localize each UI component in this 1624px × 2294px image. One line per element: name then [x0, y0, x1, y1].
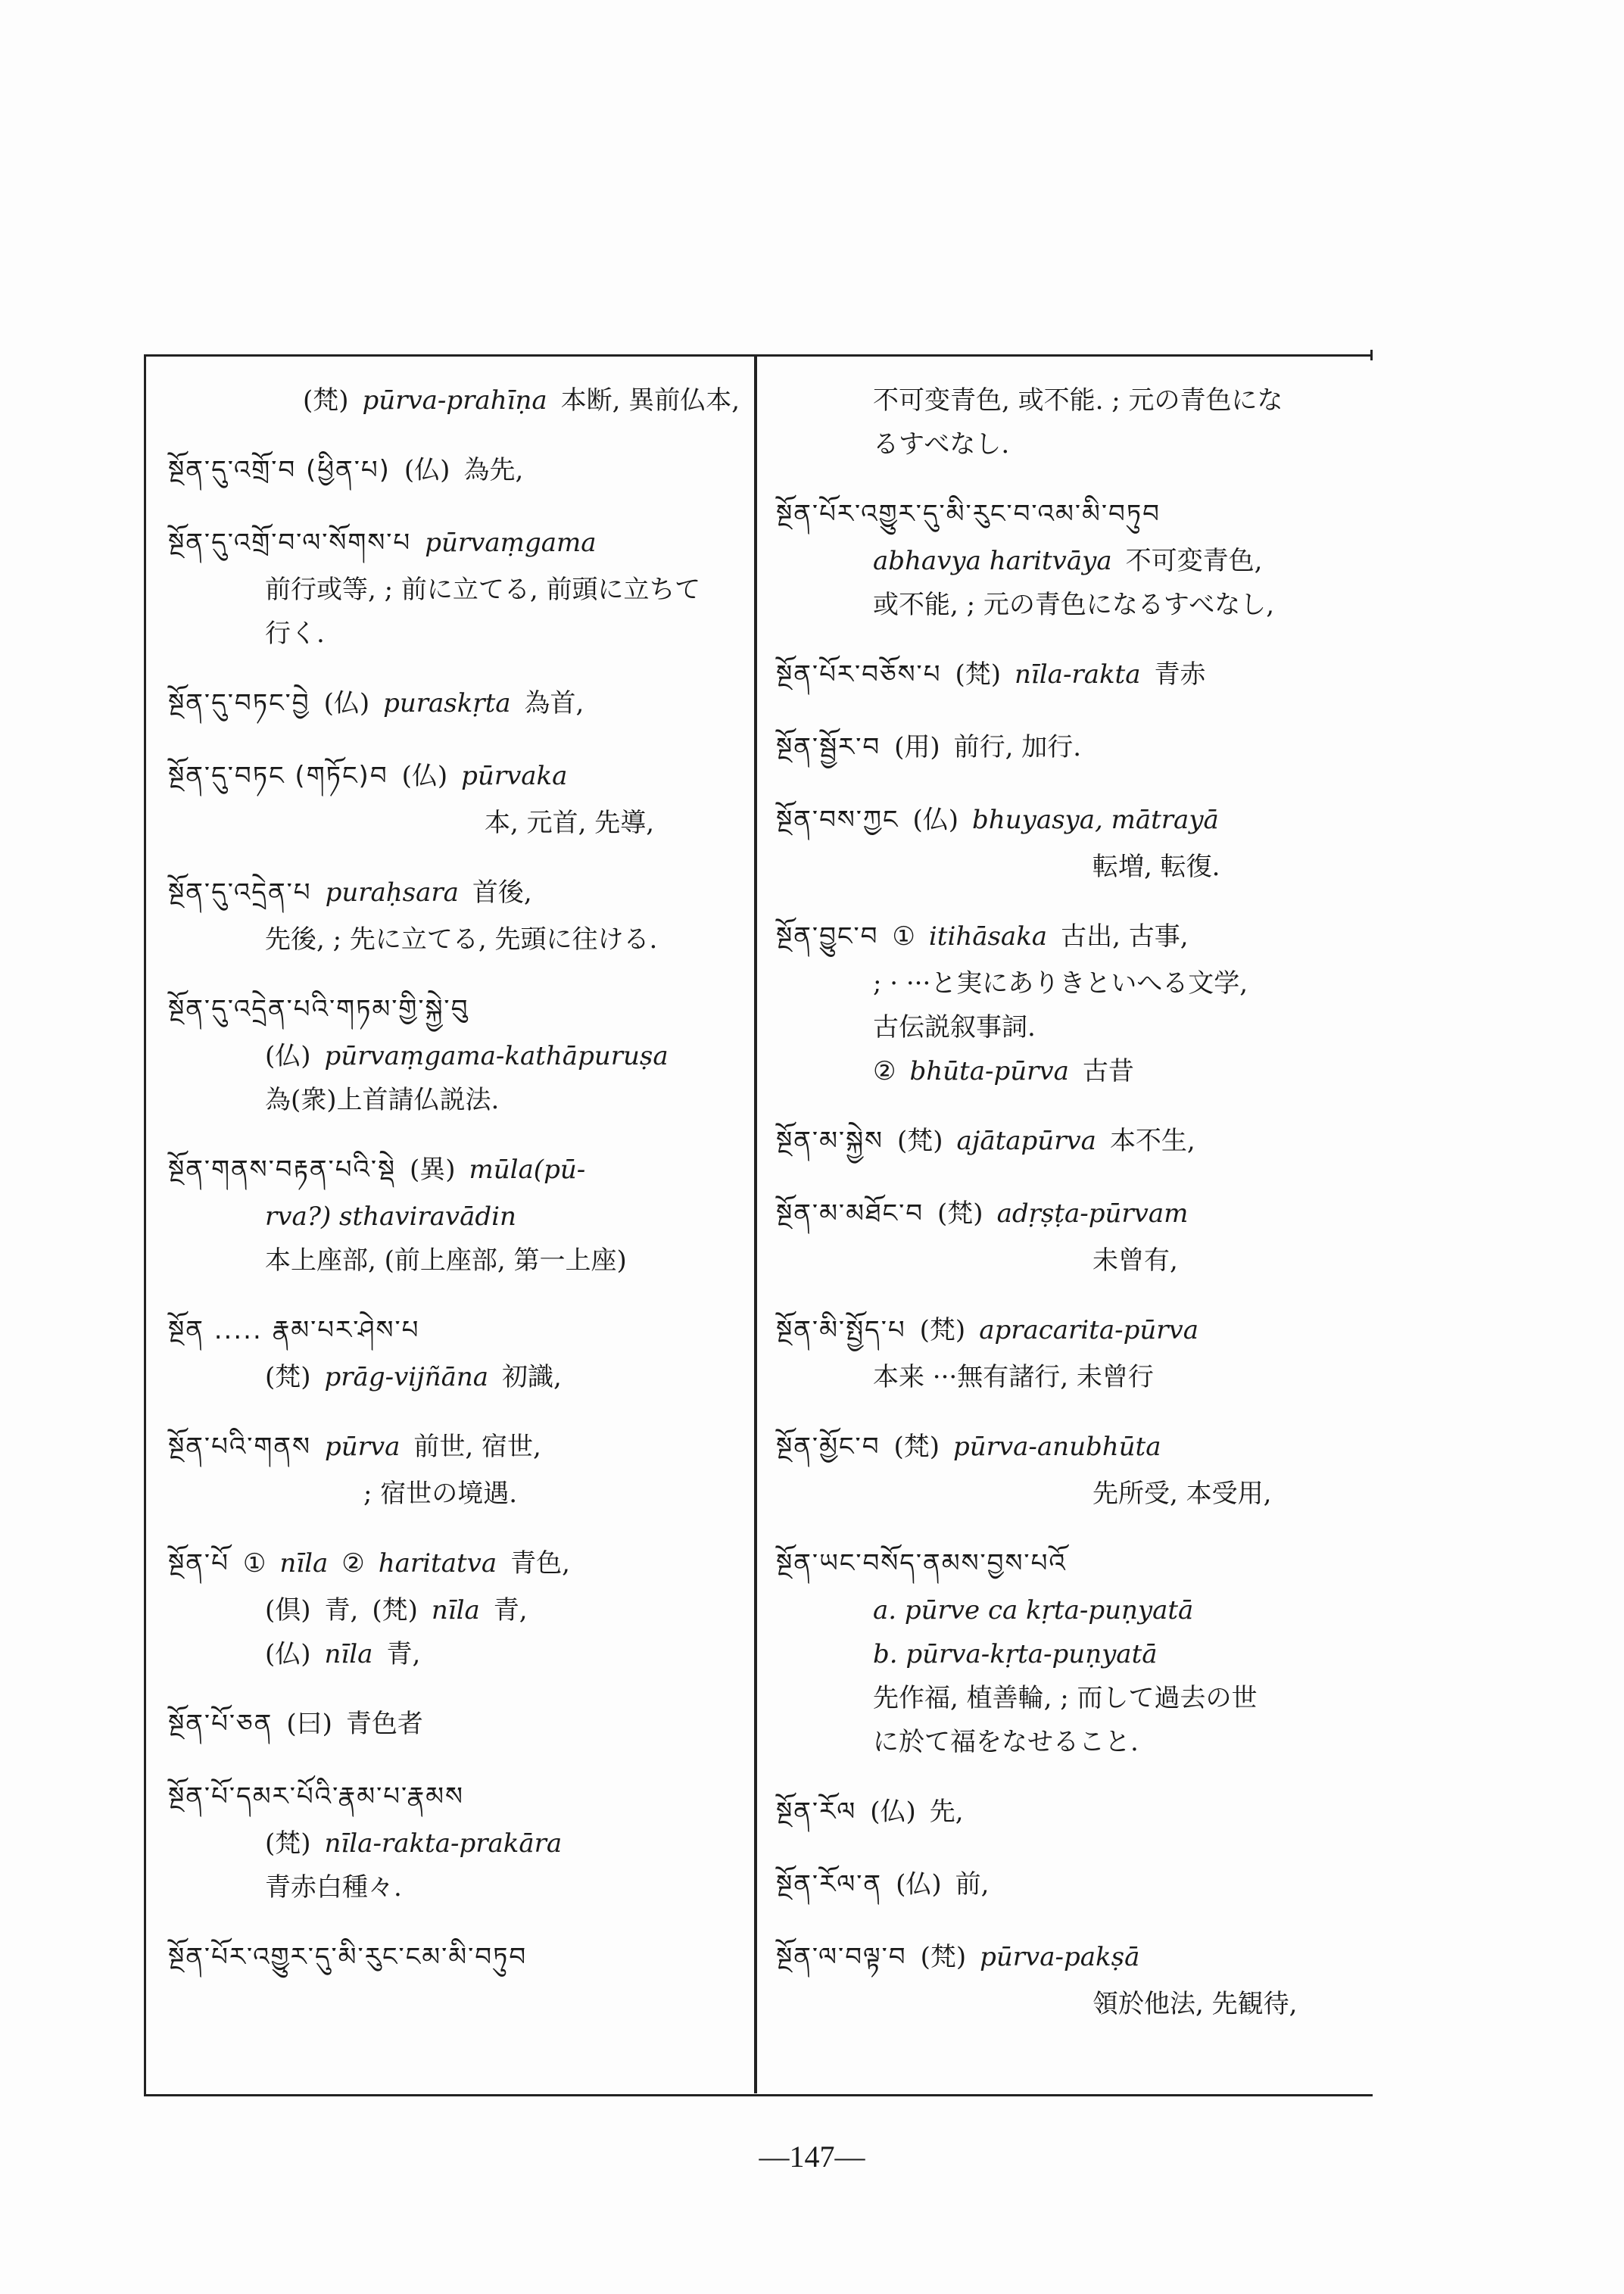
- entry-definition-line: [168, 1865, 743, 1909]
- column-divider: [754, 356, 757, 2093]
- tibetan-term: སྔོན་པོར་འགྱུར་དུ་མི་རུང་ངམ་མི་བཏུབ: [168, 1942, 528, 1972]
- entry-definition-line: [776, 1588, 1367, 1632]
- japanese-gloss: るすべなし.: [873, 429, 1010, 460]
- dictionary-entry: [776, 489, 1367, 627]
- source-tag: ②: [341, 1548, 365, 1579]
- japanese-gloss: 為(衆)上首請仏説法.: [265, 1085, 500, 1115]
- dictionary-entry: [776, 379, 1367, 466]
- sanskrit-term: pūrvaṃgama: [425, 528, 597, 558]
- tibetan-term: སྔོན་རོལ་ན: [776, 1869, 883, 1900]
- japanese-gloss: 行く.: [265, 619, 325, 649]
- source-tag: (梵): [919, 1315, 966, 1345]
- entry-headword-line: [776, 1422, 1367, 1472]
- japanese-gloss: 首後,: [472, 877, 532, 908]
- entry-definition-line: [168, 612, 743, 656]
- sanskrit-term: pūrva: [325, 1432, 401, 1462]
- source-tag: ①: [242, 1548, 267, 1579]
- source-tag: (仏): [896, 1869, 942, 1900]
- source-tag: (梵): [372, 1595, 418, 1625]
- sanskrit-term: nīla: [324, 1639, 373, 1669]
- dictionary-entry: [776, 1859, 1367, 1909]
- tibetan-term: སྔོན་མྱོང་བ: [776, 1432, 881, 1462]
- sanskrit-term: nīla-rakta: [1015, 659, 1141, 690]
- tibetan-term: སྔོན་པའི་གནས: [168, 1432, 311, 1462]
- dictionary-entry: [776, 795, 1367, 889]
- entry-definition-line: [776, 1049, 1367, 1093]
- sanskrit-term: pūrva-anubhūta: [953, 1432, 1161, 1462]
- japanese-gloss: 前世, 宿世,: [413, 1432, 541, 1462]
- entry-definition-line: [776, 845, 1367, 889]
- dictionary-entry: [168, 984, 743, 1122]
- entry-headword-line: [168, 1932, 743, 1982]
- entry-definition-line: [776, 1632, 1367, 1676]
- dictionary-entry: [776, 1116, 1367, 1166]
- entry-definition-line: [776, 962, 1367, 1005]
- entry-headword-line: [168, 984, 743, 1034]
- sanskrit-term: mūla(pū-: [469, 1155, 586, 1185]
- source-tag: ②: [873, 1056, 896, 1086]
- source-tag: (曰): [286, 1709, 332, 1739]
- source-tag: (梵): [937, 1198, 983, 1229]
- dictionary-entry: [776, 1787, 1367, 1837]
- source-tag: (梵): [955, 659, 1002, 690]
- sanskrit-term: pūrvaṃgama-kathāpuruṣa: [324, 1041, 669, 1071]
- entry-headword-line: [776, 795, 1367, 845]
- sanskrit-term: pūrva-pakṣā: [980, 1942, 1140, 1972]
- source-tag: (仏): [870, 1797, 916, 1827]
- entry-definition-line: [168, 1588, 743, 1632]
- japanese-gloss: 領於他法, 先観待,: [1093, 1989, 1298, 2019]
- entry-definition-line: [776, 1239, 1367, 1283]
- japanese-gloss: 未曾有,: [1093, 1245, 1178, 1276]
- source-tag: (梵): [265, 1362, 311, 1392]
- source-tag: (仏): [323, 688, 370, 718]
- tibetan-term: སྔོན་དུ་འགྲོ་བ་ལ་སོགས་པ: [168, 528, 412, 558]
- entry-headword-line: [776, 1305, 1367, 1355]
- entry-headword-line: [776, 1538, 1367, 1588]
- entry-definition-line: [168, 379, 743, 422]
- japanese-gloss: 青赤白種々.: [265, 1872, 402, 1903]
- tibetan-term: སྔོན་དུ་འགྲོ་བ (ཕྱིན་པ): [168, 455, 391, 485]
- tibetan-term: སྔོན་དུ་འདྲེན་པ: [168, 877, 312, 908]
- source-tag: (仏): [404, 455, 450, 485]
- source-tag: (仏): [265, 1041, 311, 1071]
- sanskrit-term: nīla: [279, 1548, 329, 1579]
- sanskrit-term: haritatva: [378, 1548, 497, 1579]
- dictionary-entry: [168, 868, 743, 962]
- entry-definition-line: [776, 539, 1367, 583]
- frame-corner-tick: [1370, 350, 1373, 360]
- entry-definition-line: [168, 1632, 743, 1676]
- entry-definition-line: [776, 379, 1367, 422]
- entry-headword-line: [168, 518, 743, 568]
- sanskrit-term: prāg-vijñāna: [324, 1362, 489, 1392]
- entry-definition-line: [776, 1676, 1367, 1720]
- source-tag: (梵): [896, 1126, 943, 1156]
- sanskrit-term: nīla: [431, 1595, 480, 1625]
- entry-definition-line: [776, 422, 1367, 466]
- source-tag: (梵): [303, 385, 349, 416]
- sanskrit-term: ajātapūrva: [956, 1126, 1096, 1156]
- japanese-gloss: 青,: [386, 1639, 421, 1669]
- dictionary-entry: [168, 678, 743, 728]
- dictionary-entry: [776, 1305, 1367, 1399]
- tibetan-term: སྔོན་དུ་བཏང་བྱེ: [168, 688, 310, 718]
- sanskrit-term: puraḥsara: [325, 877, 459, 908]
- japanese-gloss: 先後, ; 先に立てる, 先頭に往ける.: [265, 924, 658, 955]
- sanskrit-term: pūrva-prahīṇa: [362, 385, 547, 416]
- entry-headword-line: [776, 1787, 1367, 1837]
- entry-definition-line: [776, 1982, 1367, 2026]
- dictionary-entry: [168, 1145, 743, 1283]
- entry-headword-line: [776, 1116, 1367, 1166]
- source-tag: (用): [894, 732, 940, 762]
- dictionary-entry: [168, 1932, 743, 1982]
- japanese-gloss: に於て福をなせること.: [873, 1727, 1139, 1757]
- sanskrit-term: puraskṛta: [383, 688, 511, 718]
- entry-headword-line: [168, 445, 743, 495]
- japanese-gloss: 前行, 加行.: [953, 732, 1082, 762]
- entry-definition-line: [168, 1078, 743, 1122]
- japanese-gloss: 先作福, 植善輪, ; 而して過去の世: [873, 1683, 1258, 1713]
- entry-headword-line: [776, 912, 1367, 962]
- source-tag: (仏): [401, 761, 448, 791]
- japanese-gloss: 為先,: [463, 455, 524, 485]
- page-number: —147—: [759, 2140, 865, 2174]
- entry-headword-line: [168, 868, 743, 918]
- tibetan-term: སྔོན་གནས་བརྟན་པའི་སྡེ: [168, 1155, 396, 1185]
- tibetan-term: སྔོན་པོ་ཅན: [168, 1709, 273, 1739]
- tibetan-term: སྔོན་དུ་བཏང (གཏོང)བ: [168, 761, 388, 791]
- sanskrit-term: bhuyasya, mātrayā: [972, 805, 1219, 835]
- source-tag: (梵): [265, 1828, 311, 1859]
- entry-headword-line: [776, 1189, 1367, 1239]
- source-tag: ①: [892, 921, 915, 952]
- japanese-gloss: 転増, 転復.: [1093, 852, 1220, 882]
- tibetan-term: སྔོན ..... རྣམ་པར་ཤེས་པ: [168, 1315, 420, 1345]
- japanese-gloss: 前行或等, ; 前に立てる, 前頭に立ちて: [265, 575, 701, 605]
- entry-definition-line: [776, 1720, 1367, 1764]
- sanskrit-term: bhūta-pūrva: [909, 1056, 1069, 1086]
- japanese-gloss: 青色,: [510, 1548, 570, 1579]
- japanese-gloss: 古出, 古事,: [1061, 921, 1189, 952]
- tibetan-term: སྔོན་པོ་དམར་པོའི་རྣམ་པ་རྣམས: [168, 1781, 464, 1812]
- dictionary-entry: [168, 1422, 743, 1516]
- dictionary-entry: [776, 722, 1367, 772]
- entry-headword-line: [776, 1859, 1367, 1909]
- japanese-gloss: 青赤: [1154, 659, 1206, 690]
- japanese-gloss: 先,: [929, 1797, 964, 1827]
- japanese-gloss: 前,: [955, 1869, 990, 1900]
- japanese-gloss: ; 宿世の境遇.: [363, 1479, 518, 1509]
- entry-headword-line: [168, 1305, 743, 1355]
- japanese-gloss: 青色者: [345, 1709, 423, 1739]
- dictionary-entry: [776, 912, 1367, 1093]
- source-tag: (梵): [893, 1432, 940, 1462]
- sanskrit-term: b. pūrva-kṛta-puṇyatā: [873, 1639, 1158, 1669]
- tibetan-term: སྔོན་ལ་བལྟ་བ: [776, 1942, 907, 1972]
- sanskrit-term: apracarita-pūrva: [979, 1315, 1199, 1345]
- dictionary-entry: [168, 751, 743, 845]
- entry-definition-line: [168, 1472, 743, 1516]
- entry-definition-line: [776, 583, 1367, 627]
- sanskrit-term: itihāsaka: [928, 921, 1048, 952]
- source-tag: (倶): [265, 1595, 311, 1625]
- source-tag: (梵): [920, 1942, 967, 1972]
- entry-definition-line: [168, 1355, 743, 1399]
- entry-headword-line: [168, 751, 743, 801]
- entry-definition-line: [168, 1822, 743, 1865]
- source-tag: (異): [409, 1155, 456, 1185]
- tibetan-term: སྔོན་མི་སྤྱོད་པ: [776, 1315, 906, 1345]
- entry-headword-line: [776, 489, 1367, 539]
- dictionary-entry: [168, 1699, 743, 1749]
- tibetan-term: སྔོན་དུ་འདྲེན་པའི་གཏམ་གྱི་སྐྱེ་བུ: [168, 994, 469, 1024]
- japanese-gloss: 青,: [493, 1595, 528, 1625]
- source-tag: (仏): [265, 1639, 311, 1669]
- tibetan-term: སྔོན་མ་སྐྱེས: [776, 1126, 884, 1156]
- japanese-gloss: 不可変青色,: [1125, 546, 1263, 576]
- tibetan-term: སྔོན་པོར་འགྱུར་དུ་མི་རུང་བ་འམ་མི་བཏུབ: [776, 499, 1161, 529]
- entry-definition-line: [168, 1239, 743, 1283]
- japanese-gloss: 古昔: [1082, 1056, 1134, 1086]
- entry-headword-line: [168, 1772, 743, 1822]
- entry-definition-line: [168, 801, 743, 845]
- entry-definition-line: [168, 1195, 743, 1239]
- dictionary-entry: [776, 1538, 1367, 1764]
- entry-headword-line: [168, 1422, 743, 1472]
- entry-definition-line: [168, 918, 743, 962]
- dictionary-entry: [776, 1932, 1367, 2026]
- tibetan-term: སྔོན་བས་ཀྱང: [776, 805, 899, 835]
- dictionary-entry: [168, 1305, 743, 1399]
- japanese-gloss: ; · ···と実にありきといへる文学,: [873, 968, 1248, 999]
- tibetan-term: སྔོན་ཡང་བསོད་ནམས་བྱས་པའོ: [776, 1548, 1067, 1579]
- entry-headword-line: [776, 1932, 1367, 1982]
- japanese-gloss: 不可变青色, 或不能. ; 元の青色にな: [873, 385, 1283, 416]
- japanese-gloss: 本, 元首, 先導,: [485, 808, 655, 838]
- entry-definition-line: [168, 568, 743, 612]
- entry-headword-line: [168, 1538, 743, 1588]
- source-tag: (仏): [912, 805, 959, 835]
- entry-headword-line: [168, 678, 743, 728]
- entry-headword-line: [776, 650, 1367, 700]
- japanese-gloss: 本不生,: [1109, 1126, 1195, 1156]
- sanskrit-term: a. pūrve ca kṛta-puṇyatā: [873, 1595, 1194, 1625]
- entry-headword-line: [168, 1145, 743, 1195]
- sanskrit-term: adṛṣṭa-pūrvam: [996, 1198, 1189, 1229]
- dictionary-entry: [168, 445, 743, 495]
- entry-headword-line: [776, 722, 1367, 772]
- japanese-gloss: 本断, 異前仏本,: [560, 385, 740, 416]
- entry-definition-line: [776, 1472, 1367, 1516]
- dictionary-entry: [168, 518, 743, 656]
- sanskrit-term: abhavya haritvāya: [873, 546, 1112, 576]
- sanskrit-term: rva?) sthaviravādin: [265, 1202, 516, 1232]
- japanese-gloss: 本来 ···無有諸行, 未曾行: [873, 1362, 1154, 1392]
- sanskrit-term: nīla-rakta-prakāra: [324, 1828, 563, 1859]
- tibetan-term: སྔོན་པོར་བཅོས་པ: [776, 659, 942, 690]
- entry-headword-line: [168, 1699, 743, 1749]
- dictionary-entry: [168, 1772, 743, 1909]
- japanese-gloss: 本上座部, (前上座部, 第一上座): [265, 1245, 627, 1276]
- right-column: [776, 379, 1367, 2049]
- entry-definition-line: [168, 1034, 743, 1078]
- entry-definition-line: [776, 1355, 1367, 1399]
- tibetan-term: སྔོན་སྦྱོར་བ: [776, 732, 881, 762]
- tibetan-term: སྔོན་རོལ: [776, 1797, 857, 1827]
- dictionary-entry: [776, 1422, 1367, 1516]
- japanese-gloss: 古伝説叙事詞.: [873, 1012, 1036, 1043]
- tibetan-term: སྔོན་མ་མཐོང་བ: [776, 1198, 924, 1229]
- left-column: [168, 379, 743, 2005]
- dictionary-entry: [168, 1538, 743, 1676]
- sanskrit-term: pūrvaka: [461, 761, 568, 791]
- dictionary-entry: [168, 379, 743, 422]
- japanese-gloss: 青,: [324, 1595, 359, 1625]
- dictionary-entry: [776, 1189, 1367, 1283]
- dictionary-entry: [776, 650, 1367, 700]
- tibetan-term: སྔོན་པོ: [168, 1548, 229, 1579]
- japanese-gloss: 或不能, ; 元の青色になるすべなし,: [873, 590, 1275, 620]
- japanese-gloss: 初識,: [502, 1362, 562, 1392]
- tibetan-term: སྔོན་བྱུང་བ: [776, 921, 879, 952]
- japanese-gloss: 為首,: [524, 688, 584, 718]
- entry-definition-line: [776, 1005, 1367, 1049]
- japanese-gloss: 先所受, 本受用,: [1093, 1479, 1272, 1509]
